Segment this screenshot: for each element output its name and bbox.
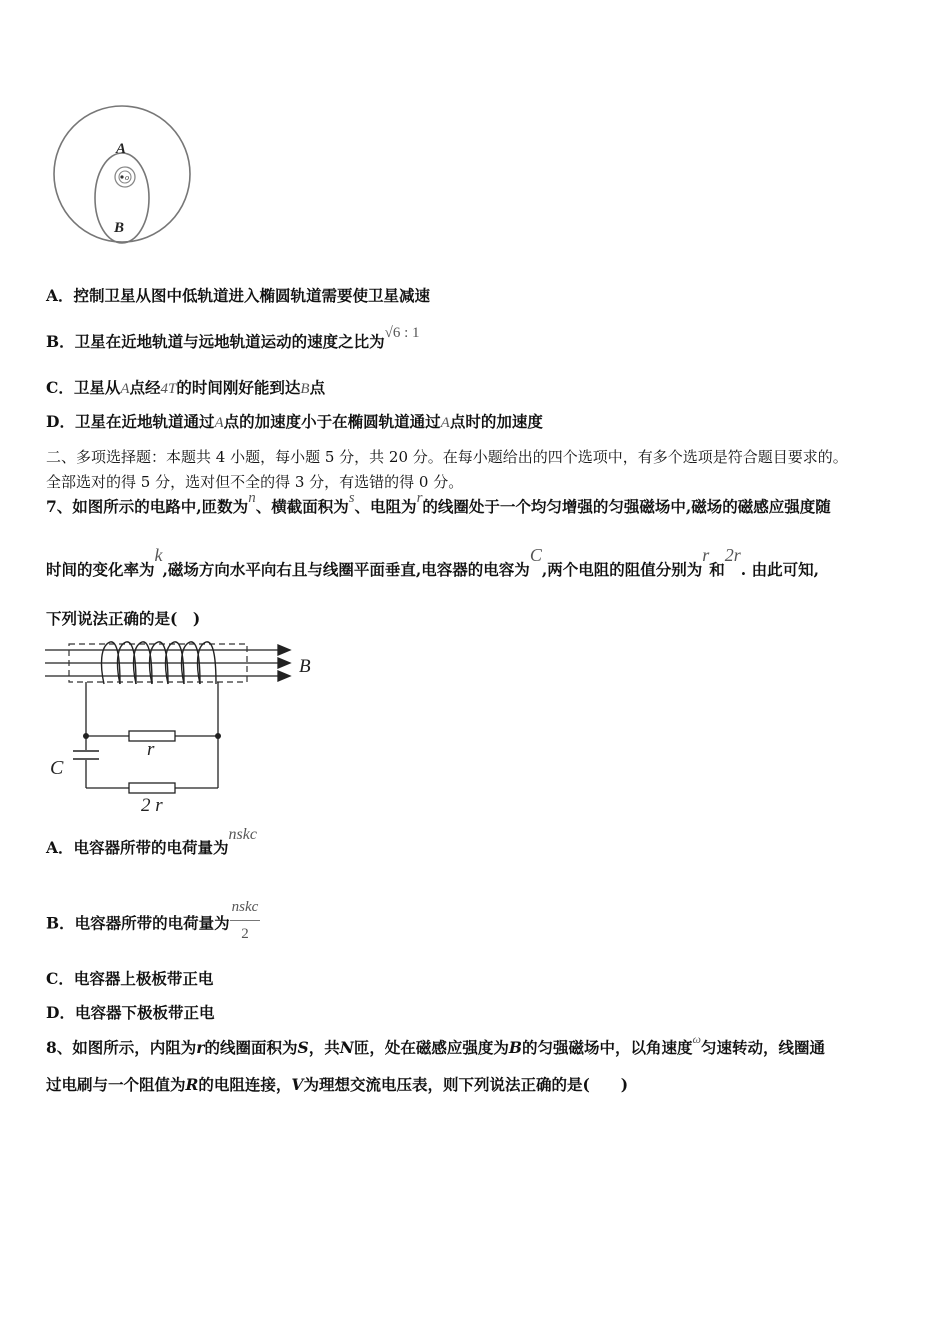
q6-option-a (46, 286, 430, 306)
option-prefix: C． (46, 969, 74, 988)
orbit-label-a: A (116, 141, 127, 157)
q7-text: 、电阻为 (354, 497, 417, 516)
math-a: A (120, 381, 130, 397)
q8-text: 过电刷与一个阻值为 (46, 1075, 186, 1094)
orbit-label-o: o (125, 173, 129, 182)
capacitor (73, 750, 99, 760)
center-dot (120, 175, 123, 178)
option-text: 电容器上极板带正电 (73, 969, 214, 988)
q7-option-b (46, 900, 260, 949)
junction-dot (215, 733, 221, 739)
speed-ratio-math: √6 : 1 (384, 325, 420, 341)
option-prefix: C． (46, 378, 74, 397)
math-n: n (248, 490, 256, 506)
option-text: 电容器所带的电荷量为 (73, 838, 229, 857)
option-prefix: A． (46, 838, 74, 857)
q7-text: 和 (709, 560, 725, 579)
fraction-denominator: 2 (241, 926, 249, 942)
option-prefix: A． (46, 286, 74, 305)
option-prefix: B． (46, 913, 75, 933)
var-s: S (297, 1038, 309, 1057)
section2-line2: 全部选对的得 5 分，选对但不全的得 3 分，有选错的得 0 分。 (46, 473, 464, 491)
q8-text: 的电阻连接， (198, 1075, 292, 1094)
option-text: 卫星在近地轨道通过 (74, 412, 215, 431)
q7-line3: 下列说法正确的是( ) (46, 609, 201, 628)
orbit-figure (48, 105, 198, 250)
capacitor-label-c: C (50, 757, 64, 779)
q7-text: 的线圈处于一个均匀增强的匀强磁场中,磁场的磁感应强度随 (422, 497, 831, 516)
var-n: N (339, 1038, 354, 1057)
orbit-label-b: B (114, 220, 125, 236)
option-text: 的时间刚好能到达 (176, 378, 301, 397)
var-r-big: R (185, 1075, 199, 1094)
option-prefix: D． (46, 1003, 75, 1022)
q8-line1 (46, 1032, 826, 1059)
q7-option-a (46, 826, 257, 859)
q8-text: 为理想交流电压表，则下列说法正确的是( ) (303, 1075, 629, 1094)
var-v: V (291, 1075, 304, 1094)
q6-option-d (46, 412, 543, 433)
option-text: 点 (309, 378, 326, 397)
option-prefix: D． (46, 412, 75, 431)
circuit-figure (40, 636, 330, 820)
q6-option-c (46, 378, 325, 399)
resistor-2r (129, 783, 175, 793)
field-label-b: B (299, 656, 311, 677)
section2-line1: 二、多项选择题：本题共 4 小题，每小题 5 分，共 20 分。在每小题给出的四个选项中，有多个选项是符合题目要求的。 (46, 448, 848, 466)
option-text: 点时的加速度 (449, 412, 543, 431)
q7-line1 (46, 490, 831, 518)
q8-text: ，共 (308, 1038, 340, 1057)
option-text: 卫星从 (73, 378, 121, 397)
junction-dot (83, 733, 89, 739)
q7-text: 7、如图所示的电路中,匝数为 (46, 497, 249, 516)
math-s: s (348, 490, 355, 506)
option-text: 控制卫星从图中低轨道进入椭圆轨道需要使卫星减速 (73, 286, 431, 305)
q7-text: ,两个电阻的阻值分别为 (541, 560, 703, 579)
q7-text: . 由此可知, (740, 560, 819, 579)
q8-text: 的匀强磁场中，以角速度 (522, 1038, 693, 1057)
math-a: A (440, 415, 450, 431)
resistor-label-r: r (147, 739, 155, 760)
var-r: r (196, 1038, 205, 1057)
q8-line2 (46, 1075, 628, 1095)
option-text: 电容器所带的电荷量为 (74, 913, 230, 933)
math-k: k (154, 545, 163, 565)
q8-text: 8、如图所示，内阻为 (46, 1038, 197, 1057)
q7-text: ,磁场方向水平向右且与线圈平面垂直,电容器的电容为 (162, 560, 530, 579)
charge-fraction (230, 896, 261, 945)
math-a: A (214, 415, 224, 431)
option-text: 电容器下极板带正电 (74, 1003, 215, 1022)
q6-option-b (46, 325, 420, 353)
var-b: B (508, 1038, 522, 1057)
math-2r: 2r (724, 545, 741, 565)
q8-text: 的线圈面积为 (204, 1038, 298, 1057)
math-4t: 4T (160, 381, 177, 397)
option-text: 卫星在近地轨道与远地轨道运动的速度之比为 (74, 332, 385, 351)
resistor-label-2r: 2 r (141, 795, 163, 816)
q7-line2 (46, 545, 819, 580)
option-prefix: B． (46, 332, 75, 351)
charge-math: nskc (228, 826, 257, 843)
option-text: 点的加速度小于在椭圆轨道通过 (223, 412, 441, 431)
math-c: C (529, 545, 542, 565)
math-omega: ω (692, 1032, 701, 1046)
fraction-numerator: nskc (230, 896, 261, 921)
q7-text: 、横截面积为 (255, 497, 349, 516)
math-b: B (300, 381, 310, 397)
option-text: 点经 (129, 378, 161, 397)
q8-text: 匝，处在磁感应强度为 (353, 1038, 509, 1057)
q7-option-c (46, 969, 213, 989)
q7-option-d (46, 1003, 214, 1023)
q7-text: 时间的变化率为 (46, 560, 155, 579)
math-r: r (702, 545, 710, 565)
q8-text: 匀速转动，线圈通 (701, 1038, 826, 1057)
math-r: r (416, 490, 423, 506)
